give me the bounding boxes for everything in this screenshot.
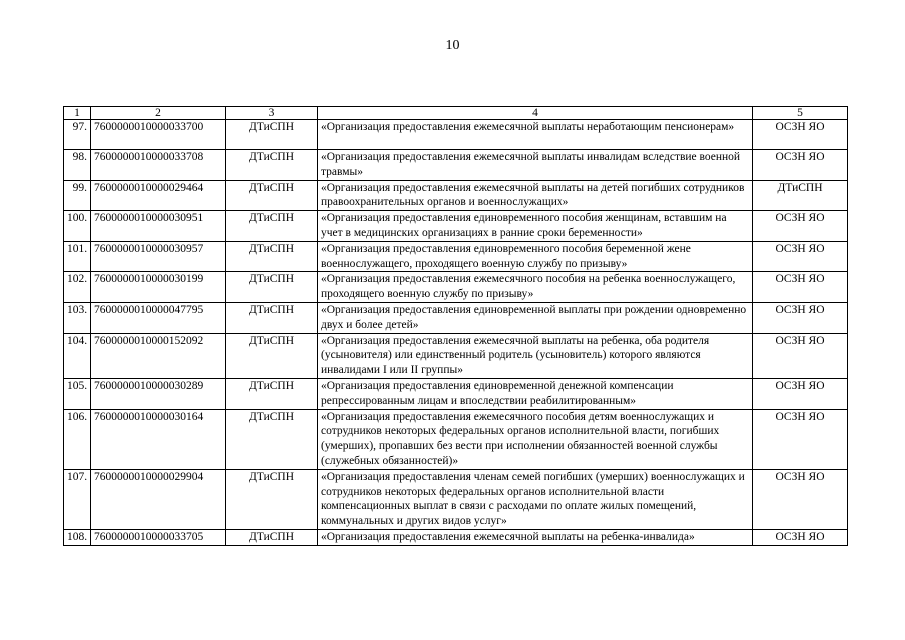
column-header: 3 xyxy=(226,107,318,120)
responsible-body: ДТиСПН xyxy=(226,120,318,150)
table-row xyxy=(64,409,848,469)
service-description: «Организация предоставления ежемесячной выплаты инвалидам вследствие военной травмы» xyxy=(318,150,753,181)
responsible-body: ДТиСПН xyxy=(226,272,318,303)
responsible-body: ДТиСПН xyxy=(226,211,318,242)
service-code: 760000001000015209​2 xyxy=(91,333,226,378)
services-table xyxy=(63,106,848,546)
service-code: 760000001000002990​4 xyxy=(91,469,226,529)
table-row xyxy=(64,378,848,409)
row-number: 98. xyxy=(64,150,91,181)
row-number: 105. xyxy=(64,378,91,409)
table-row xyxy=(64,120,848,150)
row-number: 100. xyxy=(64,211,91,242)
table-row xyxy=(64,469,848,529)
service-description: «Организация предоставления единовременного пособия женщинам, вставшим на учет в медицинских организациях в ранние сроки беременности» xyxy=(318,211,753,242)
table-row xyxy=(64,333,848,378)
column-header: 5 xyxy=(753,107,848,120)
executing-body: ОСЗН ЯО xyxy=(753,302,848,333)
service-description: «Организация предоставления единовременной денежной компенсации репрессированным лицам и впоследствии реабилитированным» xyxy=(318,378,753,409)
service-code: 760000001000003016​4 xyxy=(91,409,226,469)
executing-body: ОСЗН ЯО xyxy=(753,120,848,150)
executing-body: ОСЗН ЯО xyxy=(753,409,848,469)
executing-body: ОСЗН ЯО xyxy=(753,378,848,409)
service-code: 760000001000003095​7 xyxy=(91,241,226,272)
responsible-body: ДТиСПН xyxy=(226,469,318,529)
responsible-body: ДТиСПН xyxy=(226,529,318,545)
table-row xyxy=(64,529,848,545)
service-code: 760000001000003370​0 xyxy=(91,120,226,150)
responsible-body: ДТиСПН xyxy=(226,180,318,211)
row-number: 101. xyxy=(64,241,91,272)
executing-body: ОСЗН ЯО xyxy=(753,469,848,529)
table-row xyxy=(64,302,848,333)
executing-body: ДТиСПН xyxy=(753,180,848,211)
row-number: 107. xyxy=(64,469,91,529)
service-code: 760000001000003019​9 xyxy=(91,272,226,303)
responsible-body: ДТиСПН xyxy=(226,241,318,272)
table-row xyxy=(64,211,848,242)
column-header: 4 xyxy=(318,107,753,120)
executing-body: ОСЗН ЯО xyxy=(753,333,848,378)
service-description: «Организация предоставления ежемесячной выплаты на ребенка, оба родителя (усыновителя) или единственный родитель (усыновитель) которого являются инвалидами I или II группы» xyxy=(318,333,753,378)
service-code: 760000001000003370​5 xyxy=(91,529,226,545)
responsible-body: ДТиСПН xyxy=(226,409,318,469)
service-code: 760000001000003095​1 xyxy=(91,211,226,242)
service-code: 760000001000004779​5 xyxy=(91,302,226,333)
table-header-row xyxy=(64,107,848,120)
row-number: 103. xyxy=(64,302,91,333)
executing-body: ОСЗН ЯО xyxy=(753,529,848,545)
service-code: 760000001000003028​9 xyxy=(91,378,226,409)
service-description: «Организация предоставления единовременной выплаты при рождении одновременно двух и более детей» xyxy=(318,302,753,333)
table-row xyxy=(64,272,848,303)
service-description: «Организация предоставления ежемесячного пособия детям военнослужащих и сотрудников некоторых федеральных органов исполнительной власти, погибших (умерших), пропавших без вести при исполнении обязанностей военной службы (служебных обязанностей)» xyxy=(318,409,753,469)
row-number: 108. xyxy=(64,529,91,545)
row-number: 106. xyxy=(64,409,91,469)
table-row xyxy=(64,180,848,211)
service-description: «Организация предоставления ежемесячной выплаты на детей погибших сотрудников правоохранительных органов и военнослужащих» xyxy=(318,180,753,211)
row-number: 99. xyxy=(64,180,91,211)
table-row xyxy=(64,150,848,181)
executing-body: ОСЗН ЯО xyxy=(753,211,848,242)
executing-body: ОСЗН ЯО xyxy=(753,150,848,181)
service-description: «Организация предоставления единовременного пособия беременной жене военнослужащего, проходящего военную службу по призыву» xyxy=(318,241,753,272)
table-row xyxy=(64,241,848,272)
row-number: 97. xyxy=(64,120,91,150)
service-description: «Организация предоставления ежемесячной выплаты на ребенка-инвалида» xyxy=(318,529,753,545)
service-code: 760000001000002946​4 xyxy=(91,180,226,211)
row-number: 102. xyxy=(64,272,91,303)
column-header: 1 xyxy=(64,107,91,120)
service-code: 760000001000003370​8 xyxy=(91,150,226,181)
column-header: 2 xyxy=(91,107,226,120)
service-description: «Организация предоставления ежемесячного пособия на ребенка военнослужащего, проходящего военную службу по призыву» xyxy=(318,272,753,303)
responsible-body: ДТиСПН xyxy=(226,378,318,409)
executing-body: ОСЗН ЯО xyxy=(753,241,848,272)
responsible-body: ДТиСПН xyxy=(226,333,318,378)
service-description: «Организация предоставления членам семей погибших (умерших) военнослужащих и сотрудников некоторых федеральных органов исполнительной власти компенсационных выплат в связи с расходами по оплате жилых помещений, коммунальных и других видов услуг» xyxy=(318,469,753,529)
row-number: 104. xyxy=(64,333,91,378)
responsible-body: ДТиСПН xyxy=(226,302,318,333)
responsible-body: ДТиСПН xyxy=(226,150,318,181)
page-number: 10 xyxy=(445,38,460,53)
executing-body: ОСЗН ЯО xyxy=(753,272,848,303)
service-description: «Организация предоставления ежемесячной выплаты неработающим пенсионерам» xyxy=(318,120,753,150)
